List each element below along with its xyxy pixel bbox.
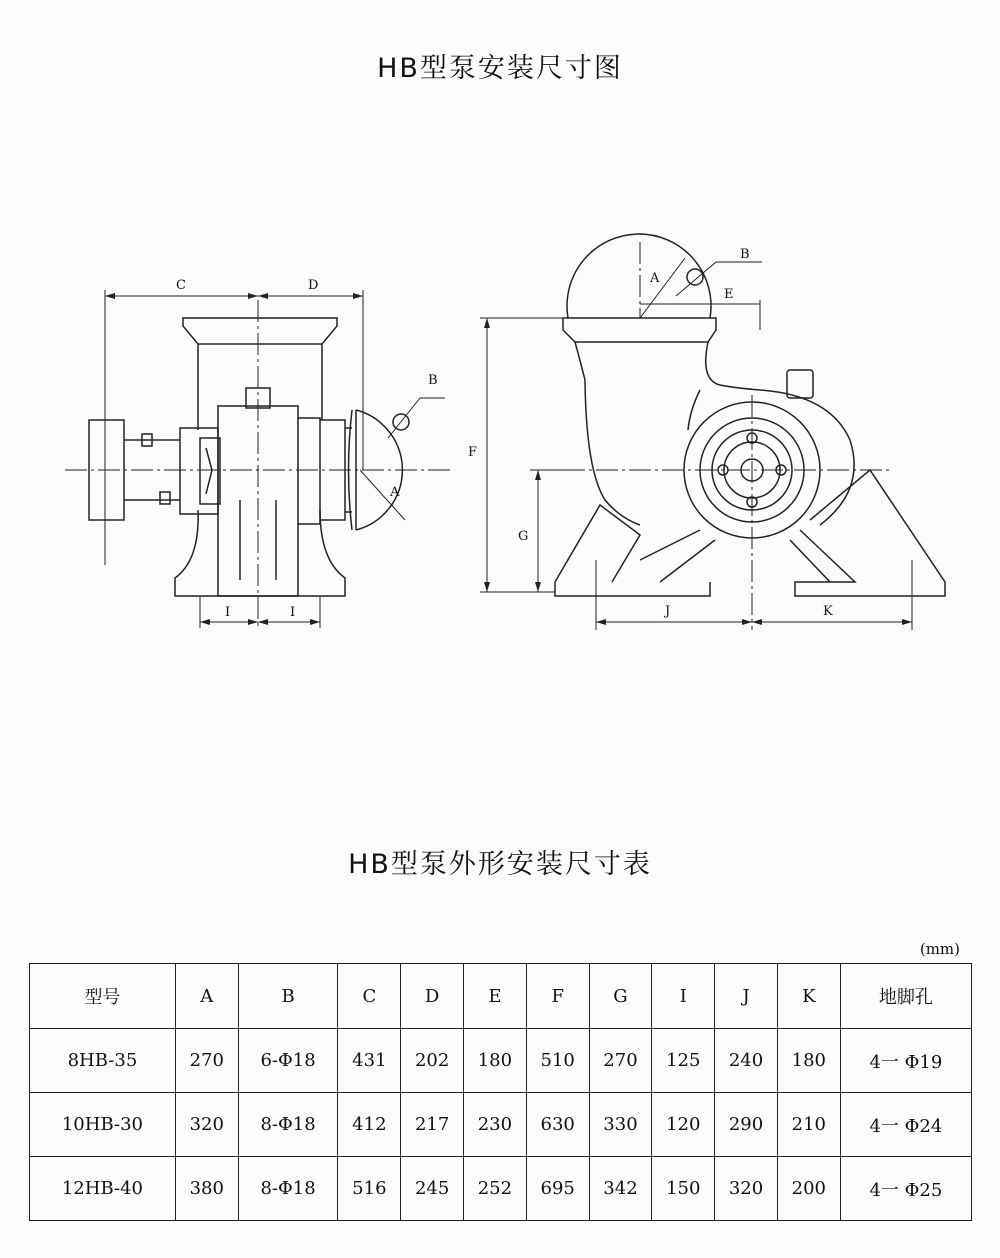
table-cell: 695 [526,1157,589,1221]
table-cell: 8HB-35 [30,1029,176,1093]
table-cell: 4一 Φ24 [840,1093,971,1157]
table-cell: 252 [464,1157,527,1221]
dim-label-e: E [724,287,734,302]
table-cell: 180 [464,1029,527,1093]
table-cell: 150 [652,1157,715,1221]
unit-label: (mm) [919,940,960,958]
table-cell: 342 [589,1157,652,1221]
table-cell: 202 [401,1029,464,1093]
dim-label-b-side: B [740,247,750,262]
table-header-row [30,964,972,1029]
table-cell: 6-Φ18 [238,1029,338,1093]
pump-side-view [480,234,945,630]
dim-label-i-left: I [225,605,231,620]
header-i: I [652,964,715,1029]
table-cell: 217 [401,1093,464,1157]
table-cell: 510 [526,1029,589,1093]
drawing-title: HB型泵安装尺寸图 [377,53,623,84]
table-cell: 270 [175,1029,238,1093]
table-cell: 380 [175,1157,238,1221]
dimension-table [29,963,972,1221]
table-title: HB型泵外形安装尺寸表 [348,849,652,880]
header-model: 型号 [30,964,176,1029]
table-cell: 240 [715,1029,778,1093]
table-cell: 180 [777,1029,840,1093]
table-cell: 200 [777,1157,840,1221]
dim-label-b-front: B [428,373,438,388]
table-row [30,1093,972,1157]
header-anchor-holes: 地脚孔 [840,964,971,1029]
table-cell: 516 [338,1157,401,1221]
dim-label-i-right: I [290,605,296,620]
dim-label-j: J [665,604,671,619]
table-row [30,1157,972,1221]
table-cell: 320 [175,1093,238,1157]
table-cell: 8-Φ18 [238,1093,338,1157]
table-cell: 630 [526,1093,589,1157]
header-j: J [715,964,778,1029]
table-cell: 120 [652,1093,715,1157]
table-cell: 125 [652,1029,715,1093]
dim-label-a-front: A [390,485,400,500]
header-f: F [526,964,589,1029]
dim-label-c: C [176,278,186,293]
table-cell: 330 [589,1093,652,1157]
table-cell: 412 [338,1093,401,1157]
header-k: K [777,964,840,1029]
header-a: A [175,964,238,1029]
table-cell: 230 [464,1093,527,1157]
header-g: G [589,964,652,1029]
table-cell: 431 [338,1029,401,1093]
header-c: C [338,964,401,1029]
table-cell: 320 [715,1157,778,1221]
table-cell: 12HB-40 [30,1157,176,1221]
table-cell: 210 [777,1093,840,1157]
table-cell: 290 [715,1093,778,1157]
table-cell: 245 [401,1157,464,1221]
dim-label-a-side: A [650,271,660,286]
pump-front-view [65,290,450,630]
header-e: E [464,964,527,1029]
table-cell: 10HB-30 [30,1093,176,1157]
table-cell: 4一 Φ25 [840,1157,971,1221]
table-cell: 4一 Φ19 [840,1029,971,1093]
table-cell: 270 [589,1029,652,1093]
header-d: D [401,964,464,1029]
dim-label-d: D [308,278,319,293]
dim-label-g: G [518,529,529,544]
dim-label-f: F [468,445,478,460]
dim-label-k: K [823,604,833,619]
header-b: B [238,964,338,1029]
table-row [30,1029,972,1093]
table-cell: 8-Φ18 [238,1157,338,1221]
